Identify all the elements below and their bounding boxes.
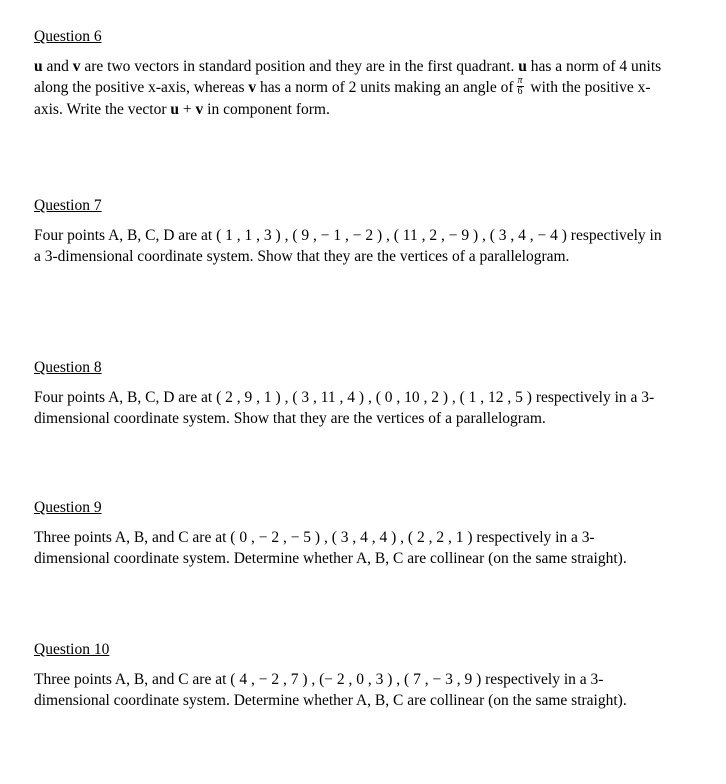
vector-v: v (195, 100, 204, 118)
question-9-body: Three points A, B, and C are at ( 0 , − 2 , − 5 ) , ( 3 , 4 , 4 ) , ( 2 , 2 , 1 ) respectively in a 3-dimensional coordinate system. Determine whether A, B, C are collinear (on the same straight). (34, 529, 627, 567)
question-10-body: Three points A, B, and C are at ( 4 , − 2 , 7 ) , (− 2 , 0 , 3 ) , ( 7 , − 3 , 9 ) respectively in a 3-dimensional coordinate system. Determine whether A, B, C are collinear (on the same straight). (34, 671, 627, 709)
vector-u: u (518, 58, 527, 75)
text-segment: and (42, 58, 73, 75)
question-6-title: Question 6 (34, 28, 102, 45)
vector-v: v (248, 79, 257, 96)
question-9 (34, 497, 664, 569)
text-segment: has a norm of 2 units making an angle of (256, 79, 514, 96)
text-segment: are two vectors in standard position and they are in the first quadrant. (80, 58, 519, 75)
question-7-title: Question 7 (34, 197, 102, 214)
question-6-body (34, 56, 664, 120)
question-7-body: Four points A, B, C, D are at ( 1 , 1 , 3 ) , ( 9 , − 1 , − 2 ) , ( 11 , 2 , − 9 ) , ( 3 , 4 , − 4 ) respectively in a 3-dimensional coordinate system. Show that they are the vertices of a parallelogram. (34, 227, 662, 265)
text-segment: in component form. (203, 100, 330, 118)
question-10 (34, 639, 664, 711)
question-8 (34, 357, 664, 429)
question-9-title: Question 9 (34, 499, 102, 516)
question-8-body: Four points A, B, C, D are at ( 2 , 9 , 1 ) , ( 3 , 11 , 4 ) , ( 0 , 10 , 2 ) , ( 1 , 12 , 5 ) respectively in a 3-dimensional coordinate system. Show that they are the vertices of a parallelogram. (34, 389, 655, 427)
question-10-title: Question 10 (34, 641, 110, 658)
vector-u: u (170, 100, 180, 118)
text-segment: has a norm of 4 units along the positive x-axis, whereas (34, 58, 662, 96)
text-segment: + (179, 100, 196, 118)
angle-fraction (517, 76, 524, 97)
fraction-denominator: 6 (517, 85, 523, 97)
question-8-title: Question 8 (34, 359, 102, 376)
question-6 (34, 26, 664, 120)
question-7 (34, 195, 664, 267)
vector-u: u (34, 58, 43, 75)
fraction-numerator: π (517, 74, 523, 86)
vector-v: v (72, 58, 81, 75)
text-segment: with the positive x-axis. Write the vector (34, 79, 651, 118)
